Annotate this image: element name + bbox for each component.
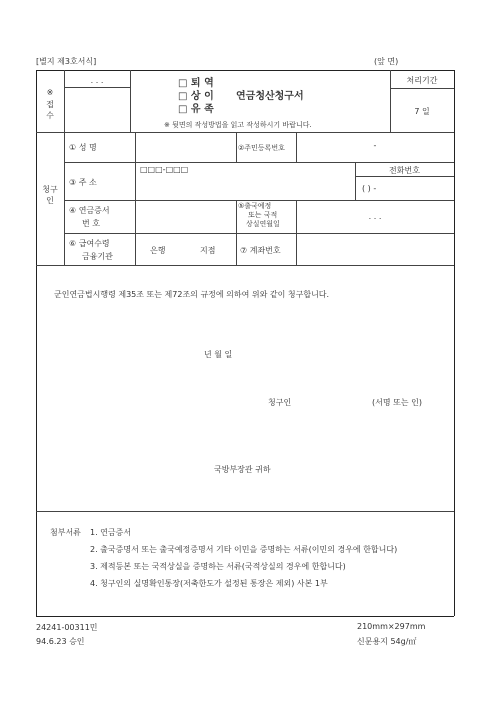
departure-date-field[interactable]: . . . — [368, 212, 382, 221]
pension-cert-label-1: ④ 연금증서 — [69, 206, 110, 215]
phone-label: 전화번호 — [389, 166, 420, 175]
checkbox-disability[interactable]: □ 상 이 — [178, 91, 214, 102]
attachments-label: 첨부서류 — [50, 528, 81, 537]
paper-type: 신문용지 54g/㎡ — [357, 637, 417, 646]
claimant-side-label-2: 인 — [46, 196, 54, 205]
bank-label-2: 금융기관 — [82, 252, 113, 261]
form-code: 24241-00311민 — [36, 623, 98, 632]
departure-date-label-3: 상실연월일 — [246, 220, 280, 228]
declaration-date[interactable]: 년 월 일 — [204, 350, 233, 359]
resident-number-field[interactable]: - — [373, 141, 377, 150]
attachments-divider — [36, 511, 454, 512]
attachment-item: 4. 청구인의 실명확인통장(저축한도가 설정된 통장은 제외) 사본 1부 — [90, 579, 328, 588]
signature-field[interactable]: (서명 또는 인) — [372, 398, 422, 407]
receipt-mark: ※ — [46, 88, 54, 97]
receipt-date-dots: . . . — [90, 76, 104, 85]
branch-name-unit: 지점 — [200, 246, 216, 255]
approval-date: 94.6.23 승인 — [36, 637, 85, 646]
departure-date-label-1: ⑤출국예정 — [238, 202, 272, 210]
checkbox-retirement[interactable]: □ 퇴 역 — [178, 78, 214, 89]
claimant-signature-label: 청구인 — [268, 398, 292, 407]
processing-period-label: 처리기간 — [406, 76, 438, 85]
address-field[interactable]: □□□-□□□ — [140, 165, 189, 174]
bank-name-unit: 은행 — [150, 246, 166, 255]
account-number-field[interactable] — [298, 235, 452, 263]
address-label: ③ 주 소 — [69, 178, 97, 187]
account-number-label: ⑦ 계좌번호 — [240, 246, 281, 255]
page-side-label: (앞 면) — [374, 57, 399, 66]
name-field[interactable] — [137, 134, 234, 161]
pension-cert-label-2: 번 호 — [82, 219, 100, 228]
bank-label-1: ⑥ 급여수령 — [69, 239, 110, 248]
processing-period-value: 7 일 — [414, 107, 430, 116]
pension-cert-field[interactable] — [137, 202, 234, 232]
declaration-text: 군인연금법시행령 제35조 또는 제72조의 규정에 의하여 위와 같이 청구합니다. — [54, 290, 330, 299]
departure-date-label-2: 또는 국적 — [248, 211, 278, 219]
instructions-note: ※ 뒷면의 작성방법을 읽고 작성하시기 바랍니다. — [164, 121, 312, 129]
addressee: 국방부장관 귀하 — [214, 465, 271, 474]
attachment-item: 3. 제적등본 또는 국적상실을 증명하는 서류(국적상실의 경우에 한합니다) — [90, 562, 346, 571]
claimant-side-label-1: 청구 — [42, 185, 58, 194]
checkbox-survivor[interactable]: □ 유 족 — [178, 104, 214, 115]
receipt-label-2: 수 — [46, 111, 54, 120]
name-label: ① 성 명 — [69, 143, 97, 152]
attachment-item: 1. 연금증서 — [90, 528, 132, 537]
form-title: 연금청산청구서 — [236, 91, 304, 102]
form-number-label: [별지 제3호서식] — [36, 57, 97, 66]
attachment-item: 2. 출국증명서 또는 출국예정증명서 기타 이민을 증명하는 서류(이민의 경우에 한합니다) — [90, 545, 398, 554]
paper-size: 210mm×297mm — [357, 622, 426, 631]
phone-field[interactable]: ( ) - — [362, 184, 377, 193]
resident-number-label: ②주민등록번호 — [238, 144, 285, 152]
receipt-label-1: 접 — [46, 100, 54, 109]
